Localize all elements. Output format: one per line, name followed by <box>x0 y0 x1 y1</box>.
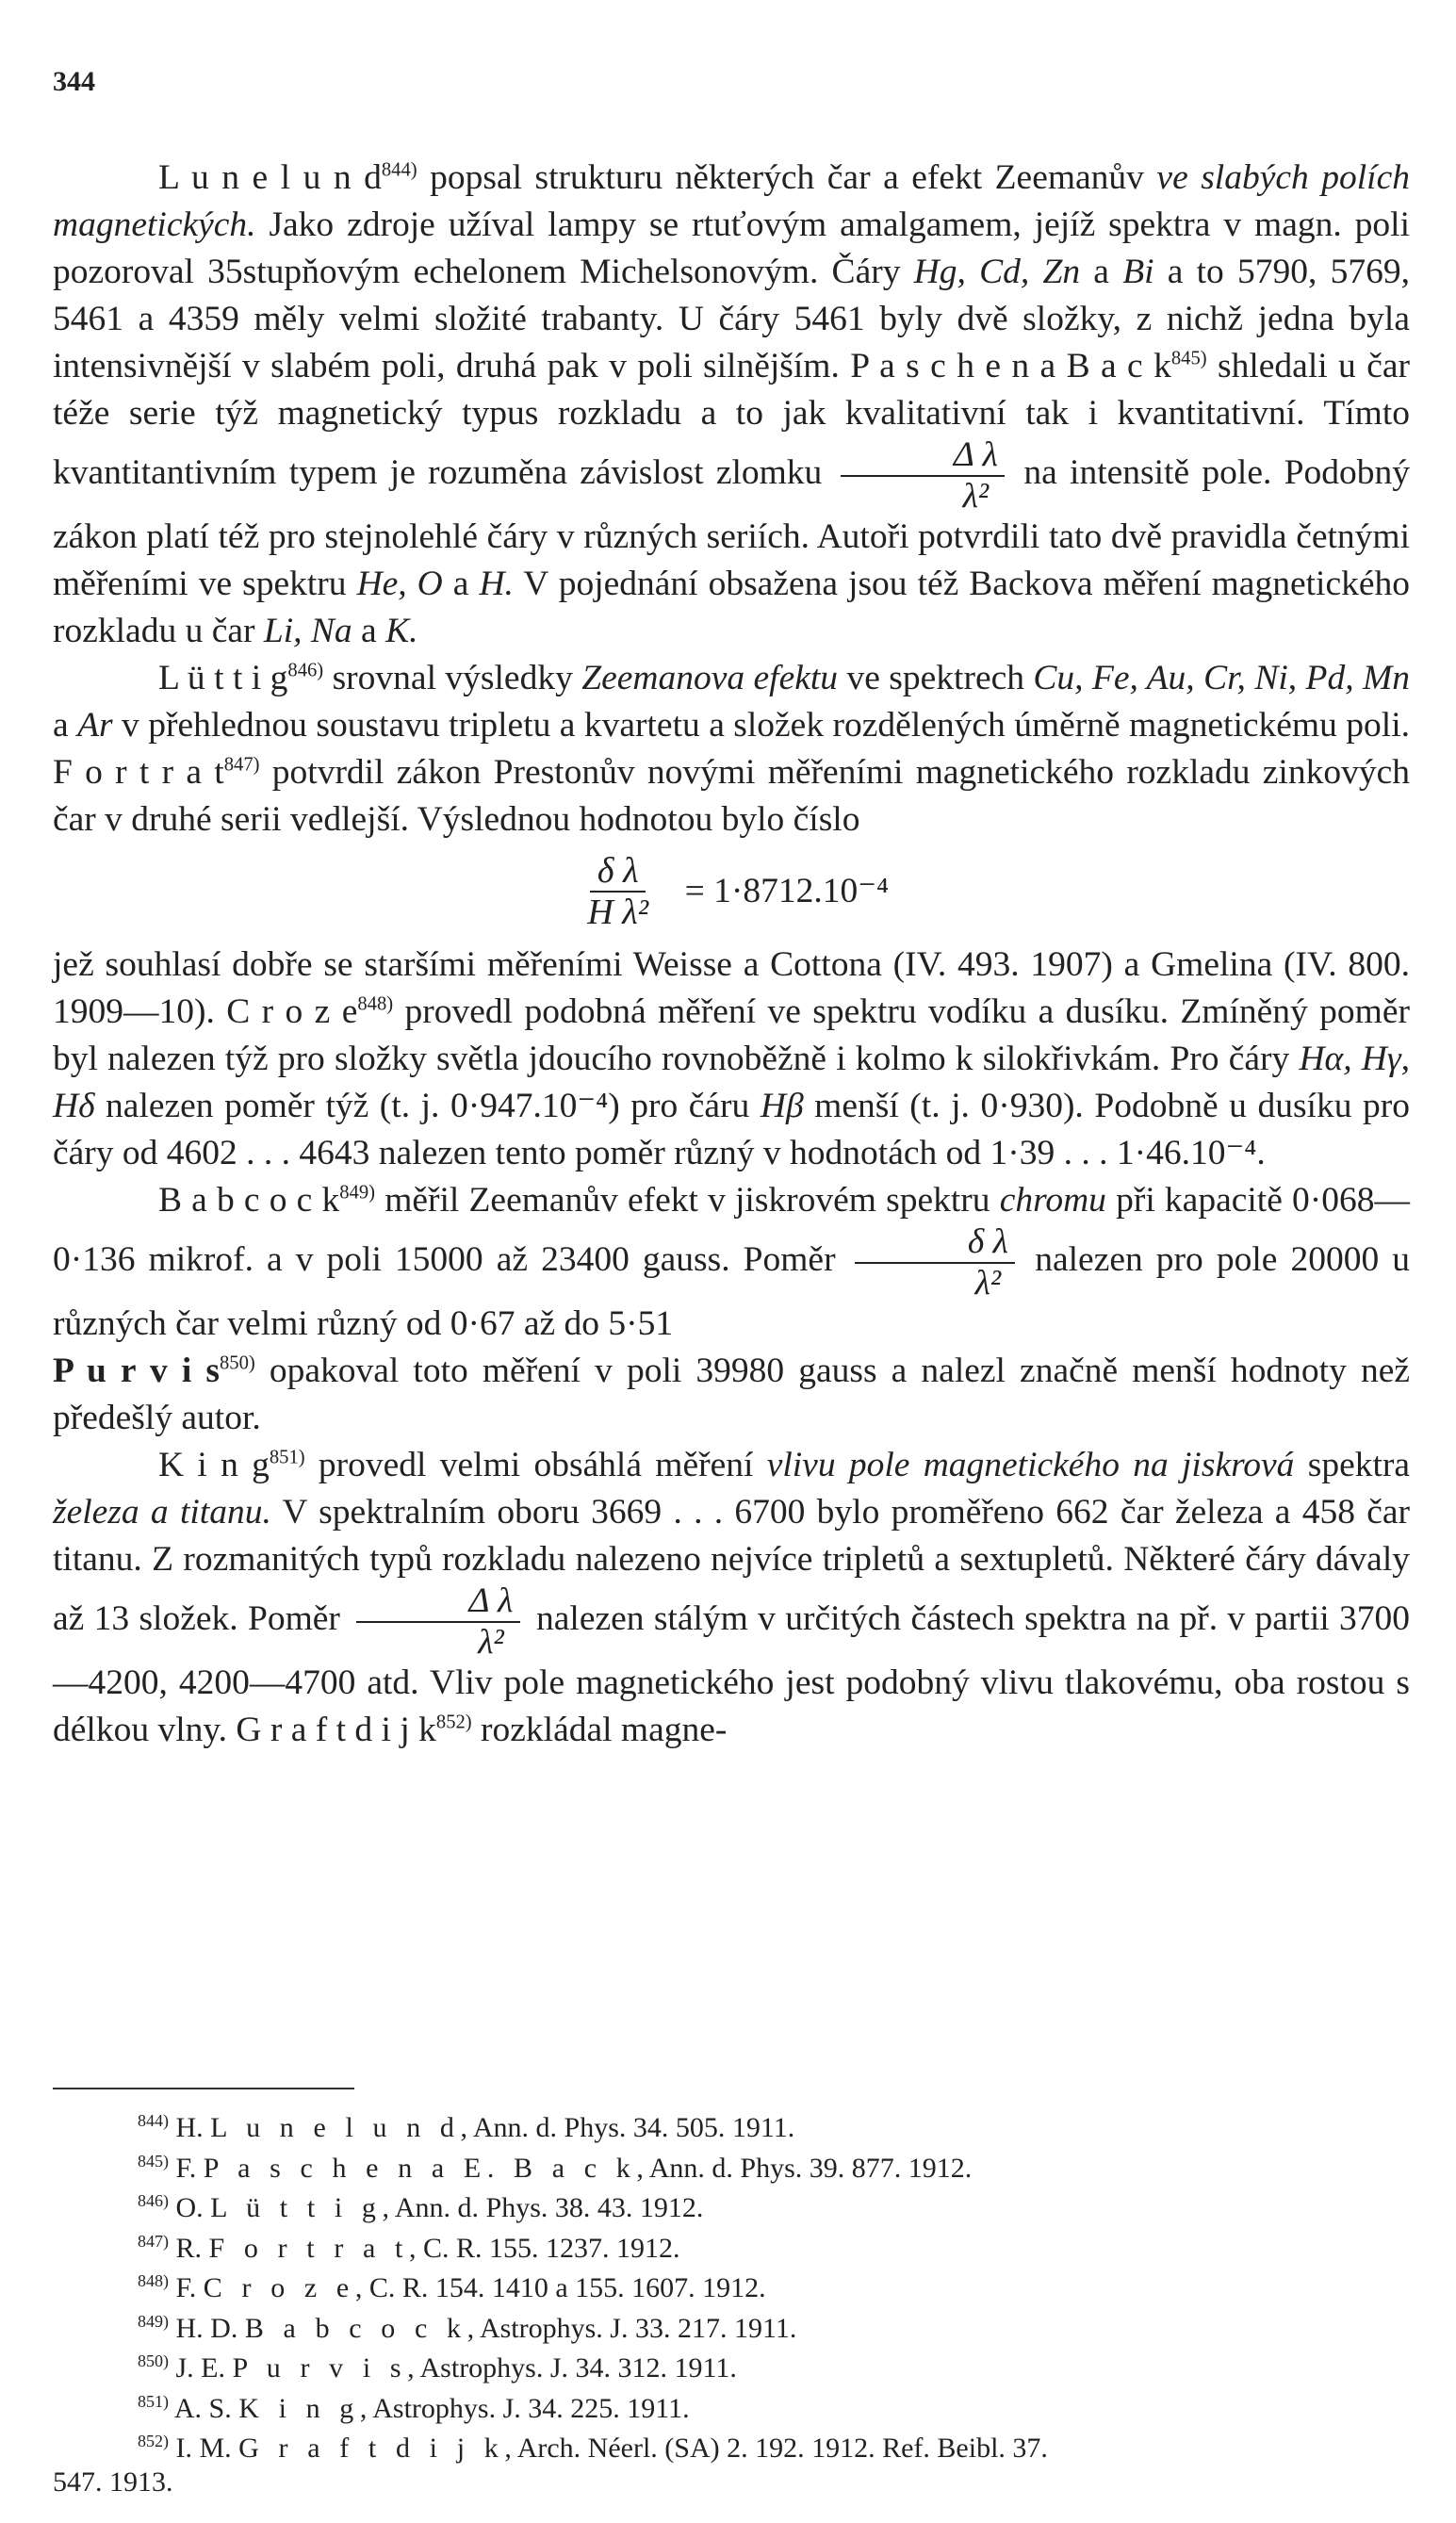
text: a <box>352 612 386 650</box>
footnote <box>53 2225 1410 2266</box>
text: V spektralním oboru 3669 . . . 6700 bylo proměřeno 662 čar železa a 458 čar titanu. Z rozmanitých typů rozkladu nalezeno nejvíce tripletů a sextupletů. Některé čáry dávaly až 13 složek. Poměr <box>53 1493 1410 1639</box>
italic-text: Li, Na <box>263 612 352 650</box>
text: na intensitě pole. Podobný zákon platí též pro stejnolehlé čáry v různých seriích. Autoři potvrdili tato dvě pravidla četnými měřeními ve spektru <box>53 453 1410 603</box>
footnote-number: 844) <box>138 2111 169 2130</box>
author-purvis: P u r v i s <box>53 1352 220 1390</box>
ref-848: 848) <box>357 993 394 1015</box>
paragraph-croze <box>53 942 1410 1177</box>
footnote-text: R. <box>169 2232 209 2264</box>
footnote-number: 850) <box>138 2351 169 2370</box>
text: jež souhlasí dobře se staršími měřeními Weisse a Cottona (IV. 493. 1907) a Gmelina (IV. 800. 1909—10). <box>53 945 1410 1031</box>
footnote-text: , C. R. 155. 1237. 1912. <box>408 2232 680 2264</box>
footnote <box>53 2385 1410 2426</box>
footnote-text: F. <box>169 2152 204 2184</box>
fraction-denominator: λ² <box>962 476 990 516</box>
fraction-delta-lambda <box>841 437 1005 514</box>
footnote-number: 848) <box>138 2271 169 2290</box>
equation-value: = 1·8712.10⁻⁴ <box>684 872 890 910</box>
footnotes <box>53 2088 1410 2498</box>
italic-text: H. <box>479 565 514 603</box>
footnote-continuation: 547. 1913. <box>53 2466 173 2498</box>
fraction-denominator: λ² <box>974 1263 1002 1302</box>
footnote-number: 851) <box>138 2391 169 2411</box>
italic-text: Hg, Cd, Zn <box>913 253 1081 291</box>
text: Jako zdroje užíval lampy se rtuťovým amalgamem, jejíž spektra v magn. poli pozoroval 35stupňovým echelonem Michelsonovým. Čáry <box>53 205 1410 291</box>
author-king: K i n g <box>158 1446 270 1484</box>
body-text <box>53 155 1410 1754</box>
footnote-text: , Astrophys. J. 34. 225. 1911. <box>359 2392 690 2424</box>
footnote-number: 846) <box>138 2191 169 2210</box>
footnote <box>53 2145 1410 2186</box>
equation-fraction <box>581 853 656 930</box>
text: srovnal výsledky <box>323 659 582 697</box>
text: a <box>442 565 480 603</box>
footnote-author: C r o z e <box>203 2272 355 2303</box>
footnote-text: , Astrophys. J. 33. 217. 1911. <box>466 2312 797 2344</box>
footnote <box>53 2105 1410 2145</box>
author-fortrat: F o r t r a t <box>53 753 224 792</box>
text: potvrdil zákon Prestonův novými měřeními magnetického rozkladu zinkových čar v druhé serii vedlejší. Výslednou hodnotou bylo číslo <box>53 753 1410 839</box>
italic-text: Bi <box>1122 253 1154 291</box>
footnote <box>53 2185 1410 2225</box>
text: provedl velmi obsáhlá měření <box>304 1446 767 1484</box>
text: menší (t. j. 0·930). Podobně u dusíku pro čáry od 4602 . . . 4643 nalezen tento poměr různý v hodnotách od 1·39 . . . 1·46.10⁻⁴. <box>53 1087 1410 1172</box>
fraction-numerator: Δ λ <box>356 1583 520 1623</box>
text: opakoval toto měření v poli 39980 gauss a nalezl značně menší hodnoty než předešlý autor. <box>53 1352 1410 1437</box>
footnote-author: B a b c o c k <box>244 2312 467 2344</box>
text: shledali u čar téže serie týž magnetický typus rozkladu a to jak kvalitativní tak i kvantitativní. Tímto kvantitantivním typem je rozuměna závislost zlomku <box>53 347 1410 493</box>
footnote-number: 849) <box>138 2311 169 2331</box>
footnote-author: L u n e l u n d <box>210 2112 461 2143</box>
author-back: B a c k <box>1066 347 1171 385</box>
ref-845: 845) <box>1170 348 1207 369</box>
italic-text: Ar <box>77 706 113 745</box>
footnote <box>53 2265 1410 2305</box>
ref-847: 847) <box>223 754 260 776</box>
text: provedl podobná měření ve spektru vodíku a dusíku. Zmíněný poměr byl nalezen týž pro složky světla jdoucího rovnoběžně i kolmo k silokřivkám. Pro čáry <box>53 992 1410 1078</box>
text: při kapacitě 0·068—0·136 mikrof. a v poli 15000 až 23400 gauss. Poměr <box>53 1181 1411 1280</box>
text: V pojednání obsažena jsou též Backova měření magnetického rozkladu u čar <box>53 565 1410 650</box>
text: spektra <box>1294 1446 1411 1484</box>
footnote-text: I. M. <box>169 2433 239 2464</box>
page-number: 344 <box>53 66 95 97</box>
text: a <box>1080 253 1123 291</box>
footnote-text: F. <box>169 2272 204 2303</box>
author-babcock: B a b c o c k <box>158 1181 340 1220</box>
ref-850: 850) <box>219 1352 255 1374</box>
footnote-author: L ü t t i g <box>210 2192 383 2223</box>
italic-text: železa a titanu. <box>53 1493 271 1532</box>
italic-text: Zeemanova efektu <box>581 659 839 697</box>
footnote-text: , Ann. d. Phys. 38. 43. 1912. <box>382 2192 704 2223</box>
italic-text: K. <box>385 612 418 650</box>
footnote-text: , Astrophys. J. 34. 312. 1911. <box>407 2352 737 2384</box>
footnote-author: G r a f t d i j k <box>238 2433 505 2464</box>
text: nalezen poměr týž (t. j. 0·947.10⁻⁴) pro čáru <box>94 1087 761 1125</box>
fraction-delta-lambda <box>855 1224 1015 1301</box>
footnote <box>53 2305 1410 2346</box>
text: popsal strukturu některých čar a efekt Zeemanův <box>417 158 1157 197</box>
footnote-text: A. S. <box>169 2392 239 2424</box>
paragraph-king <box>53 1442 1410 1754</box>
footnote-text: , Ann. d. Phys. 39. 877. 1912. <box>636 2152 973 2184</box>
footnote-text: H. <box>169 2112 211 2143</box>
ref-844: 844) <box>381 159 417 181</box>
fraction-numerator: δ λ <box>590 853 646 893</box>
author-lunelund: L u n e l u n d <box>158 158 382 197</box>
footnote-number: 852) <box>138 2432 169 2450</box>
text: a <box>1029 347 1067 385</box>
italic-text: vlivu pole magnetického na jiskrová <box>766 1446 1295 1484</box>
ref-849: 849) <box>339 1182 376 1204</box>
author-luttig: L ü t t i g <box>158 659 288 697</box>
italic-text: He, O <box>356 565 443 603</box>
text: ve spektrech <box>838 659 1034 697</box>
ref-846: 846) <box>287 660 324 681</box>
paragraph-purvis <box>53 1348 1410 1442</box>
text: a to 5790, 5769, 5461 a 4359 měly velmi složité trabanty. U čáry 5461 byly dvě složky, z nichž jedna byla intensivnější v slabém poli, druhá pak v poli silnějším. <box>53 253 1410 385</box>
footnote-number: 847) <box>138 2231 169 2251</box>
fraction-numerator: Δ λ <box>841 437 1005 477</box>
page <box>53 66 1410 1754</box>
ref-852: 852) <box>435 1712 472 1733</box>
italic-text: ve slabých polích magnetických. <box>53 158 1410 244</box>
fraction-numerator: δ λ <box>855 1224 1015 1264</box>
italic-text: chromu <box>999 1181 1106 1220</box>
author-graftdijk: G r a f t d i j k <box>236 1711 436 1749</box>
text: měřil Zeemanův efekt v jiskrovém spektru <box>375 1181 1000 1220</box>
paragraph-babcock <box>53 1177 1410 1348</box>
text: nalezen stálým v určitých částech spektra na př. v partii 3700—4200, 4200—4700 atd. Vliv pole magnetického jest podobný vlivu tlakovému, oba rostou s délkou vlny. <box>53 1599 1410 1749</box>
paragraph-lunelund <box>53 155 1410 655</box>
footnote-text: , C. R. 154. 1410 a 155. 1607. 1912. <box>354 2272 766 2303</box>
text: nalezen pro pole 20000 u různých čar velmi různý od 0·67 až do 5·51 <box>53 1240 1411 1343</box>
footnote-number: 845) <box>138 2151 169 2171</box>
italic-text: Cu, Fe, Au, Cr, Ni, Pd, Mn <box>1033 659 1410 697</box>
footnote <box>53 2345 1410 2385</box>
author-paschen: P a s c h e n <box>850 347 1030 385</box>
fraction-denominator: H λ² <box>587 893 649 932</box>
footnote-author: P u r v i s <box>232 2352 408 2384</box>
footnote-text: , Arch. Néerl. (SA) 2. 192. 1912. Ref. Beibl. 37. <box>504 2433 1048 2464</box>
footnote-text: H. D. <box>169 2312 245 2344</box>
footnote <box>53 2425 1410 2466</box>
footnote-text: O. <box>169 2192 211 2223</box>
footnote-text: J. E. <box>169 2352 233 2384</box>
text: rozkládal magne- <box>471 1711 728 1749</box>
author-croze: C r o z e <box>226 992 358 1031</box>
footnote-author: P a s c h e n a E. B a c k <box>203 2152 637 2184</box>
footnote-rule <box>53 2088 354 2089</box>
italic-text: Hβ <box>760 1087 804 1125</box>
italic-text: Hα, Hγ, Hδ <box>53 1040 1410 1125</box>
text: a <box>53 706 78 745</box>
ref-851: 851) <box>269 1447 305 1468</box>
footnote-author: F o r t r a t <box>208 2232 409 2264</box>
paragraph-luttig <box>53 655 1410 844</box>
fraction-delta-lambda <box>356 1583 520 1660</box>
fraction-denominator: λ² <box>478 1622 504 1662</box>
equation <box>53 853 1410 930</box>
footnote-text: , Ann. d. Phys. 34. 505. 1911. <box>460 2112 795 2143</box>
footnote-author: K i n g <box>238 2392 360 2424</box>
text: v přehlednou soustavu tripletu a kvartetu a složek rozdělených úměrně magnetickému poli. <box>112 706 1410 745</box>
